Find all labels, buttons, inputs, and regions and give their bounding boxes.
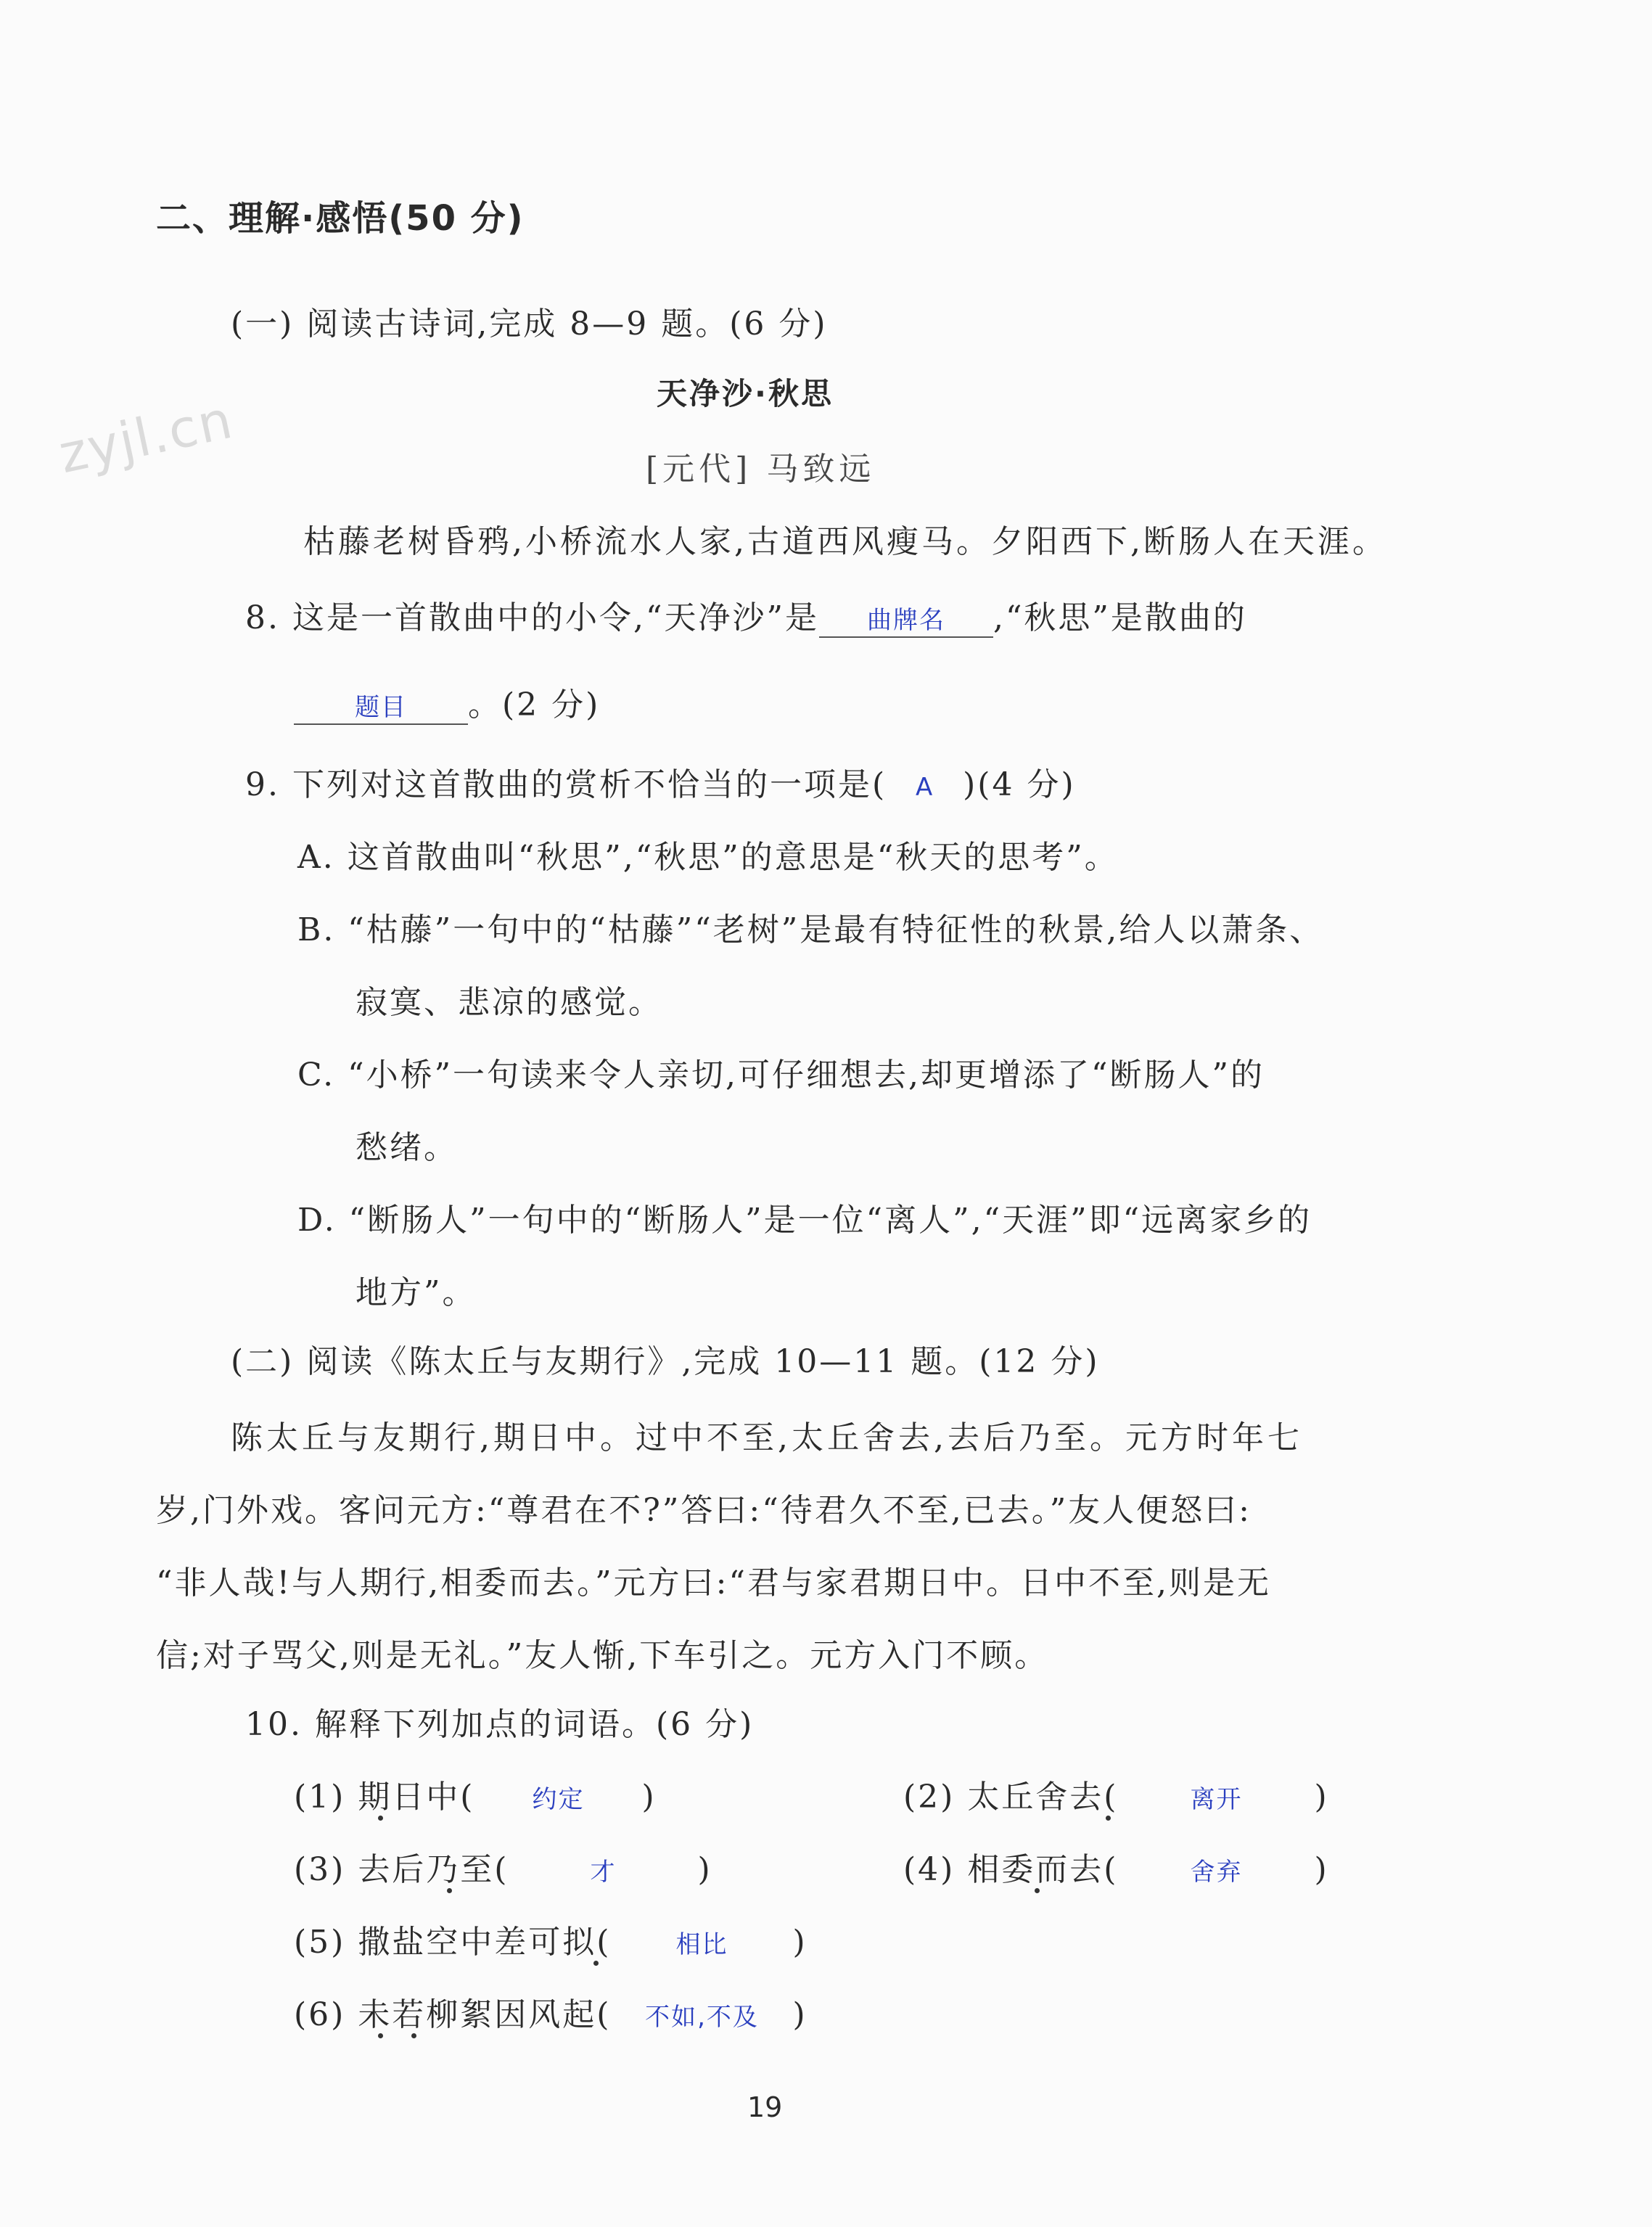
q10-item-2 (903, 1771, 1329, 1817)
q10-item-2-close: ) (1314, 1779, 1329, 1816)
q9-option-d-line1: D. “断肠人”一句中的“断肠人”是一位“离人”,“天涯”即“远离家乡的 (297, 1202, 1312, 1239)
q8-line1 (245, 591, 1247, 638)
q9-option-a: A. 这首散曲叫“秋思”,“秋思”的意思是“秋天的思考”。 (297, 839, 1119, 876)
passage-line-3: “非人哉!与人期行,相委而去。”元方曰:“君与家君期日中。日中不至,则是无 (156, 1564, 1271, 1601)
q10-item-4-label: (4) 相委而去( (903, 1851, 1119, 1888)
passage-line-2: 岁,门外戏。客问元方:“尊君在不?”答曰:“待君久不至,已去。”友人便怒曰: (156, 1492, 1252, 1529)
q9-option-c-line2: 愁绪。 (356, 1129, 458, 1166)
q10-item-1-answer: 约定 (532, 1785, 585, 1814)
emphasis-dot (378, 2033, 383, 2038)
emphasis-dot (1106, 1816, 1111, 1821)
q8-text-pre: 8. 这是一首散曲中的小令,“天净沙”是 (245, 599, 819, 636)
poem-author: [元代] 马致远 (646, 451, 876, 488)
emphasis-dot (447, 1888, 452, 1893)
q8-text-post: ,“秋思”是散曲的 (993, 599, 1247, 636)
q10-item-2-answer: 离开 (1190, 1785, 1243, 1814)
q10-item-4-close: ) (1314, 1851, 1329, 1888)
q10-item-1 (294, 1771, 657, 1817)
q9-stem-post: )(4 分) (963, 766, 1076, 803)
q9-stem (245, 758, 1076, 805)
emphasis-dot (411, 2033, 416, 2038)
q10-item-6-label: (6) 未若柳絮因风起( (294, 1996, 612, 2033)
q10-item-6-answer: 不如,不及 (645, 2003, 759, 2032)
part1-heading: (一) 阅读古诗词,完成 8—9 题。(6 分) (231, 305, 828, 343)
q8-text-end: 。(2 分) (468, 686, 601, 723)
q9-option-d-line2: 地方”。 (356, 1274, 477, 1311)
q10-item-5-answer: 相比 (675, 1930, 728, 1959)
passage-line-1: 陈太丘与友期行,期日中。过中不至,太丘舍去,去后乃至。元方时年七 (231, 1419, 1303, 1456)
q9-option-b-line2: 寂寞、悲凉的感觉。 (356, 984, 662, 1021)
q10-item-4 (903, 1843, 1329, 1890)
poem-title: 天净沙·秋思 (657, 376, 834, 411)
q10-item-6-close: ) (792, 1996, 807, 2033)
q10-item-5-label: (5) 撒盐空中差可拟( (294, 1924, 612, 1961)
q9-option-c-line1: C. “小桥”一句读来令人亲切,可仔细想去,却更增添了“断肠人”的 (297, 1057, 1265, 1094)
q9-stem-pre: 9. 下列对这首散曲的赏析不恰当的一项是( (245, 766, 887, 803)
page-number: 19 (747, 2091, 783, 2123)
watermark: zyjl.cn (53, 388, 239, 485)
emphasis-dot (378, 1816, 383, 1821)
q8-answer-1: 曲牌名 (866, 606, 945, 635)
q10-item-5 (294, 1916, 807, 1962)
q10-item-5-close: ) (792, 1924, 807, 1961)
q10-item-1-label: (1) 期日中( (294, 1779, 475, 1816)
q10-item-3-answer: 才 (590, 1858, 617, 1887)
q10-item-6 (294, 1988, 807, 2035)
q8-blank-2 (294, 686, 468, 725)
q8-blank-1 (819, 599, 993, 638)
q10-item-1-close: ) (641, 1779, 657, 1816)
emphasis-dot (1035, 1888, 1040, 1893)
q10-item-3-label: (3) 去后乃至( (294, 1851, 509, 1888)
q8-answer-2: 题目 (355, 693, 407, 722)
q9-answer: A (916, 773, 934, 802)
section-title: 二、理解·感悟(50 分) (156, 198, 525, 239)
passage-line-4: 信;对子骂父,则是无礼。”友人惭,下车引之。元方入门不顾。 (156, 1637, 1049, 1674)
q8-line2 (294, 678, 600, 725)
q9-option-b-line1: B. “枯藤”一句中的“枯藤”“老树”是最有特征性的秋景,给人以萧条、 (297, 911, 1324, 948)
emphasis-dot (593, 1961, 599, 1966)
q10-item-4-answer: 舍弃 (1190, 1858, 1243, 1887)
part2-heading: (二) 阅读《陈太丘与友期行》,完成 10—11 题。(12 分) (231, 1343, 1100, 1380)
q10-item-2-label: (2) 太丘舍去( (903, 1779, 1119, 1816)
poem-text: 枯藤老树昏鸦,小桥流水人家,古道西风瘦马。夕阳西下,断肠人在天涯。 (303, 523, 1387, 560)
q10-item-3-close: ) (697, 1851, 712, 1888)
q10-item-3 (294, 1843, 712, 1890)
q10-stem: 10. 解释下列加点的词语。(6 分) (245, 1706, 755, 1743)
